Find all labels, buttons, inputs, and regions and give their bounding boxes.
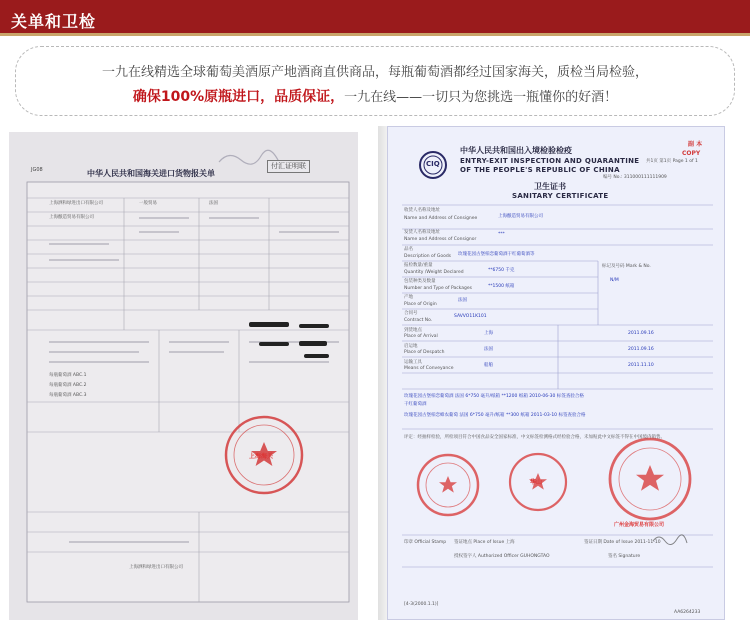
customs-seal-text: 上海海关 bbox=[249, 453, 274, 460]
field-conveyance-label: 运输工具 bbox=[404, 360, 422, 365]
customs-bottom-text: 上海洒和绿进出口有限公司 bbox=[129, 565, 183, 570]
customs-row-5: 每瓶葡萄酒 ABC.1 bbox=[49, 373, 87, 378]
seal-center-text: 华山 bbox=[530, 479, 543, 486]
field-consignee-label: 收货人名称及地址 bbox=[404, 208, 440, 213]
field-arrival-label-en: Place of Arrival bbox=[404, 334, 438, 339]
field-contract-value: SAVVO11K101 bbox=[454, 314, 487, 319]
inspection-date: 2011.11.10 bbox=[628, 363, 654, 368]
certificate-title-cn: 卫生证书 bbox=[534, 182, 566, 191]
field-conveyance-value: 船舶 bbox=[484, 363, 493, 368]
field-consignor-label-en: Name and Address of Consignor bbox=[404, 237, 477, 242]
field-packages-value: **1500 纸箱 bbox=[488, 284, 515, 289]
sanitary-title-en-2: OF THE PEOPLE'S REPUBLIC OF CHINA bbox=[460, 166, 620, 174]
field-despatch-value: 法国 bbox=[484, 347, 493, 352]
field-goods-value: 玫瑰花园古堡柏恋葡萄酒干红葡萄酒等 bbox=[458, 252, 535, 257]
customs-row-1: 上海洒和绿进出口有限公司 bbox=[49, 201, 103, 206]
field-goods-label-en: Description of Goods bbox=[404, 254, 452, 259]
goods-table-row-1: 玫瑰花园古堡柏恋葡萄酒 法国 6*750 毫升/纸箱 **1200 纸箱 2010-06-30 标签查验合格 bbox=[404, 394, 584, 399]
seal-right-text: 广州金海贸易有限公司 bbox=[614, 522, 665, 528]
authorized-officer: 授权签字人 Authorized Officer GUHONGTAO bbox=[454, 554, 550, 559]
field-origin-label: 产地 bbox=[404, 295, 413, 300]
sanitary-form-lines bbox=[388, 127, 725, 620]
field-quantity-label-en: Quantity /Weight Declared bbox=[404, 270, 464, 275]
customs-row-6: 每瓶葡萄酒 ABC.2 bbox=[49, 383, 87, 388]
field-goods-label: 品名 bbox=[404, 247, 413, 252]
certificate-serial: AA6264233 bbox=[674, 610, 701, 615]
issue-place: 签证地点 Place of Issue 上海 bbox=[454, 540, 515, 545]
field-quantity-label: 报检数量/重量 bbox=[404, 263, 433, 268]
issue-date: 签证日期 Date of Issue 2011-11-10 bbox=[584, 540, 661, 545]
seal-label: 印章 Official Stamp bbox=[404, 540, 447, 545]
quality-notice bbox=[15, 46, 735, 116]
customs-declaration-image bbox=[9, 132, 358, 620]
ciq-logo-text: CIQ bbox=[426, 160, 440, 168]
signature-label: 签名 Signature bbox=[608, 554, 641, 559]
field-despatch-label: 启运地 bbox=[404, 344, 418, 349]
notice-line-2-rest: 一九在线——一切只为您挑选一瓶懂你的好酒！ bbox=[344, 90, 618, 105]
field-consignee-label-en: Name and Address of Consignee bbox=[404, 216, 478, 221]
section-title: 关单和卫检 bbox=[11, 12, 97, 31]
notice-line-1: 一九在线精选全球葡萄美酒原产地酒商直供商品，每瓶葡萄酒都经过国家海关，质检当局检验， bbox=[101, 65, 648, 80]
field-arrival-label: 到货地点 bbox=[404, 328, 422, 333]
sanitary-title-en-1: ENTRY-EXIT INSPECTION AND QUARANTINE bbox=[460, 157, 640, 165]
goods-table-row-3: 玫瑰花园古堡柏恋蜂农葡萄 法国 6*750 毫升/纸箱 **300 纸箱 2011-03-10 标签查验合格 bbox=[404, 413, 586, 418]
page-indicator: 共1页 第1页 Page 1 of 1 bbox=[646, 159, 698, 164]
inspection-statement: 评定：经抽样检验，所检项目符合中国食品安全国家标准，中文标签检测格式经检验合格，未加贴此中文标签不得在中国境内销售。 bbox=[404, 435, 665, 440]
customs-form-tag: 付汇证明联 bbox=[267, 160, 310, 173]
customs-row-2: 上海酿造贸易有限公司 bbox=[49, 215, 94, 220]
field-packages-label: 包装种类及数量 bbox=[404, 279, 436, 284]
sanitary-title-cn: 中华人民共和国出入境检验检疫 bbox=[460, 146, 572, 155]
goods-table-row-2: 干红葡萄酒 bbox=[404, 402, 427, 407]
certificate-title-en: SANITARY CERTIFICATE bbox=[512, 192, 609, 200]
field-consignor-value: *** bbox=[498, 232, 505, 237]
field-packages-label-en: Number and Type of Packages bbox=[404, 286, 472, 291]
discharge-date: 2011.09.16 bbox=[628, 347, 654, 352]
field-quantity-value: **6750 千克 bbox=[488, 268, 515, 273]
customs-form-code: JG08 bbox=[31, 167, 43, 173]
notice-line-2 bbox=[16, 86, 734, 106]
customs-row-4: 法国 bbox=[209, 201, 218, 206]
notice-highlight: 确保100%原瓶进口，品质保证， bbox=[132, 89, 345, 105]
customs-row-3: 一般贸易 bbox=[139, 201, 157, 206]
field-contract-label-en: Contract No. bbox=[404, 318, 433, 323]
field-arrival-value: 上海 bbox=[484, 331, 493, 336]
field-origin-label-en: Place of Origin bbox=[404, 302, 437, 307]
section-header bbox=[0, 0, 750, 36]
header-accent-line bbox=[0, 33, 750, 36]
field-consignee-value: 上海酿造贸易有限公司 bbox=[498, 214, 543, 219]
copy-mark-cn: 副 本 bbox=[688, 141, 703, 148]
customs-form-title: 中华人民共和国海关进口货物报关单 bbox=[87, 169, 215, 178]
certificate-number: 编号 No.: 311000111111909 bbox=[603, 175, 667, 180]
field-origin-value: 法国 bbox=[458, 298, 467, 303]
field-conveyance-label-en: Means of Conveyance bbox=[404, 366, 454, 371]
copy-mark-en: COPY bbox=[682, 150, 701, 157]
field-contract-label: 合同号 bbox=[404, 311, 418, 316]
field-despatch-label-en: Place of Despatch bbox=[404, 350, 445, 355]
mark-value: N/M bbox=[610, 278, 619, 283]
field-consignor-label: 发货人名称及地址 bbox=[404, 230, 440, 235]
customs-row-7: 每瓶葡萄酒 ABC.3 bbox=[49, 393, 87, 398]
form-footer-code: [4-3(2000.1.1)] bbox=[404, 602, 439, 607]
mark-label: 标记及号码 Mark & No. bbox=[602, 264, 651, 269]
sanitary-certificate-image bbox=[387, 126, 725, 620]
arrival-date: 2011.09.16 bbox=[628, 331, 654, 336]
